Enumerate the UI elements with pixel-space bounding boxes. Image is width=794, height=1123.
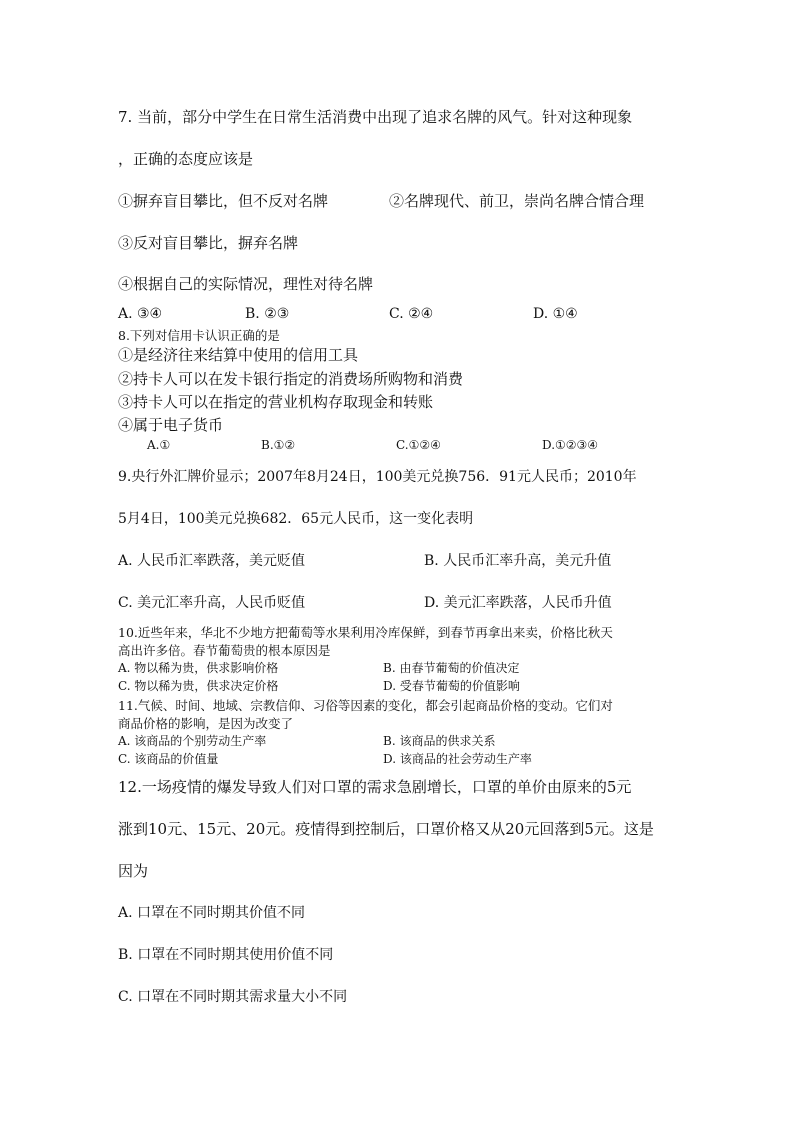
q11-option-a: A. 该商品的个别劳动生产率 (118, 734, 267, 748)
q12-option-c: C. 口罩在不同时期其需求量大小不同 (118, 989, 348, 1005)
q8-option-a: A.① (147, 438, 171, 452)
q8-item-1: ①是经济往来结算中使用的信用工具 (118, 346, 359, 364)
q12-option-a: A. 口罩在不同时期其价值不同 (118, 905, 306, 921)
q8-item-3: ③持卡人可以在指定的营业机构存取现金和转账 (118, 393, 434, 411)
q12-stem-line2: 涨到10元、15元、20元。疫情得到控制后，口罩价格又从20元回落到5元。这是 (118, 820, 654, 838)
q11-stem-line1: 11.气候、时间、地域、宗教信仰、习俗等因素的变化，都会引起商品价格的变动。它们对 (118, 698, 613, 713)
q11-option-c: C. 该商品的价值量 (118, 752, 219, 766)
q10-option-a: A. 物以稀为贵，供求影响价格 (118, 661, 279, 675)
q12-stem-line3: 因为 (118, 862, 149, 880)
q12-option-b: B. 口罩在不同时期其使用价值不同 (118, 947, 334, 963)
q7-item-4: ④根据自己的实际情况，理性对待名牌 (118, 275, 374, 293)
q8-option-d: D.①②③④ (542, 438, 599, 452)
q10-option-b: B. 由春节葡萄的价值决定 (383, 661, 520, 675)
q9-option-c: C. 美元汇率升高，人民币贬值 (118, 595, 306, 611)
q9-stem-line2: 5月4日，100美元兑换682．65元人民币，这一变化表明 (118, 511, 474, 527)
q7-stem-line1: 7. 当前，部分中学生在日常生活消费中出现了追求名牌的风气。针对这种现象 (118, 108, 633, 126)
q11-option-d: D. 该商品的社会劳动生产率 (383, 752, 532, 766)
q7-item-1: ①摒弃盲目攀比，但不反对名牌 (118, 192, 329, 210)
q9-option-a: A. 人民币汇率跌落，美元贬值 (118, 553, 306, 569)
q8-stem: 8.下列对信用卡认识正确的是 (118, 328, 280, 343)
q10-stem-line1: 10.近些年来，华北不少地方把葡萄等水果利用冷库保鲜，到春节再拿出来卖，价格比秋天 (118, 625, 613, 640)
q7-stem-line2: ，正确的态度应该是 (118, 150, 254, 168)
q10-option-c: C. 物以稀为贵，供求决定价格 (118, 679, 279, 693)
q10-option-d: D. 受春节葡萄的价值影响 (383, 679, 520, 693)
q8-option-c: C.①②④ (396, 438, 441, 452)
q12-stem-line1: 12.一场疫情的爆发导致人们对口罩的需求急剧增长，口罩的单价由原来的5元 (118, 778, 632, 796)
q9-option-d: D. 美元汇率跌落，人民币升值 (424, 595, 612, 611)
q9-option-b: B. 人民币汇率升高，美元升值 (424, 553, 612, 569)
q11-stem-line2: 商品价格的影响，是因为改变了 (118, 716, 294, 731)
q10-stem-line2: 高出许多倍。春节葡萄贵的根本原因是 (118, 643, 331, 658)
q7-option-d: D. ①④ (533, 306, 578, 322)
q7-item-3: ③反对盲目攀比，摒弃名牌 (118, 234, 299, 252)
q9-stem-line1: 9.央行外汇牌价显示；2007年8月24日，100美元兑换756．91元人民币；2010年 (118, 469, 637, 485)
q11-option-b: B. 该商品的供求关系 (383, 734, 496, 748)
q7-option-a: A. ③④ (118, 306, 163, 322)
q7-item-2: ②名牌现代、前卫，崇尚名牌合情合理 (389, 192, 645, 210)
q8-item-2: ②持卡人可以在发卡银行指定的消费场所购物和消费 (118, 370, 464, 388)
q8-item-4: ④属于电子货币 (118, 416, 224, 434)
q7-option-b: B. ②③ (245, 306, 290, 322)
q8-option-b: B.①② (261, 438, 296, 452)
q7-option-c: C. ②④ (389, 306, 434, 322)
